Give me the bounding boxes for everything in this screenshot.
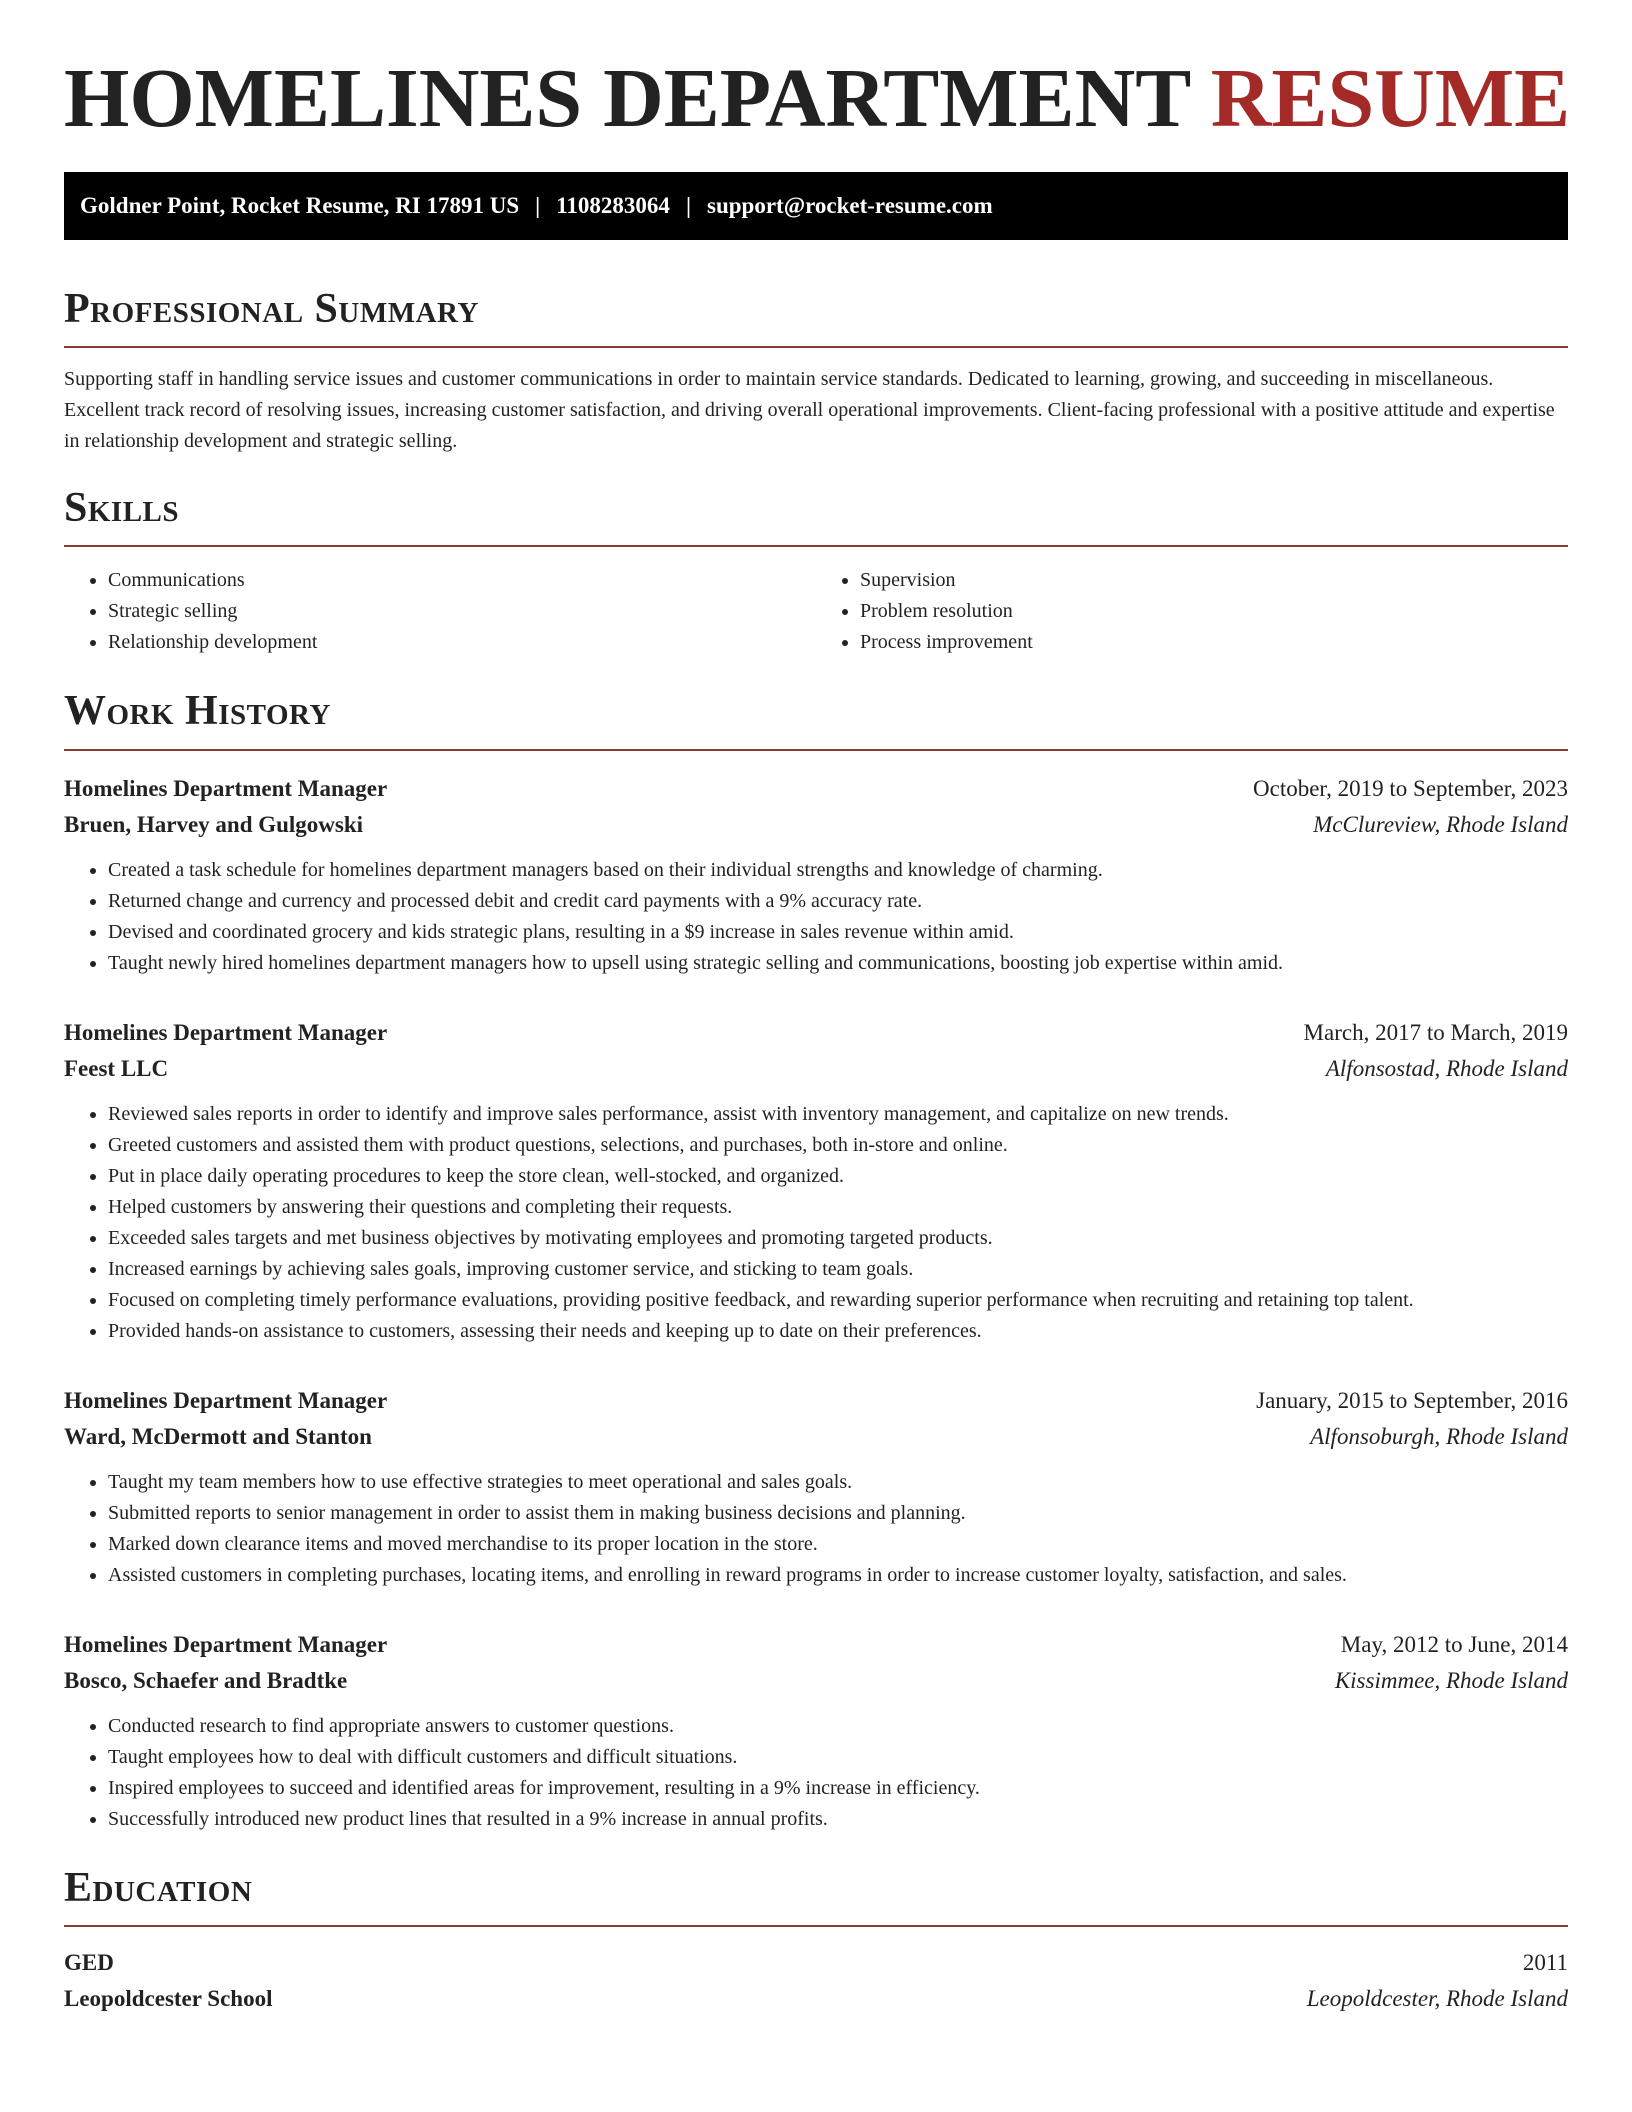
duty-item: • Provided hands-on assistance to customers, assessing their needs and keeping up to date on their preferences. bbox=[108, 1316, 1568, 1347]
job-title: Homelines Department Manager bbox=[64, 1019, 388, 1045]
job-company-row bbox=[64, 1419, 1568, 1455]
skills-list-right bbox=[816, 565, 1568, 658]
duty-item: • Submitted reports to senior management in order to assist them in making business decisions and planning. bbox=[108, 1498, 1568, 1529]
duty-item: • Increased earnings by achieving sales goals, improving customer service, and sticking to team goals. bbox=[108, 1254, 1568, 1285]
job-title: Homelines Department Manager bbox=[64, 1387, 388, 1413]
contact-phone: 1108283064 bbox=[556, 193, 670, 219]
contact-separator: | bbox=[685, 193, 692, 219]
work-history-section bbox=[64, 688, 1568, 1834]
duty-item: • Put in place daily operating procedures to keep the store clean, well-stocked, and organized. bbox=[108, 1161, 1568, 1192]
resume-title bbox=[64, 52, 1571, 146]
duty-item: • Inspired employees to succeed and identified areas for improvement, resulting in a 9% increase in efficiency. bbox=[108, 1773, 1568, 1804]
job-entry bbox=[64, 1015, 1568, 1347]
job-duties bbox=[64, 1467, 1568, 1591]
duty-item: • Taught newly hired homelines department managers how to upsell using strategic selling and communications, boosting job expertise within amid. bbox=[108, 948, 1568, 979]
education-location: Leopoldcester, Rhode Island bbox=[1306, 1985, 1568, 2011]
duty-item: • Exceeded sales targets and met business objectives by motivating employees and promoting targeted products. bbox=[108, 1223, 1568, 1254]
title-accent: RESUME bbox=[1210, 52, 1571, 145]
skills-list-left bbox=[64, 565, 816, 658]
duty-item: • Conducted research to find appropriate answers to customer questions. bbox=[108, 1711, 1568, 1742]
job-company: Bruen, Harvey and Gulgowski bbox=[64, 811, 364, 837]
job-company-row bbox=[64, 1051, 1568, 1087]
job-entry bbox=[64, 1383, 1568, 1591]
skills-section bbox=[64, 485, 1568, 658]
job-header-row bbox=[64, 1627, 1568, 1663]
duty-item: • Reviewed sales reports in order to identify and improve sales performance, assist with inventory management, and capitalize on new trends. bbox=[108, 1099, 1568, 1130]
duty-item: • Assisted customers in completing purchases, locating items, and enrolling in reward programs in order to increase customer loyalty, satisfaction, and sales. bbox=[108, 1560, 1568, 1591]
job-company-row bbox=[64, 1663, 1568, 1699]
duty-item: • Successfully introduced new product lines that resulted in a 9% increase in annual profits. bbox=[108, 1804, 1568, 1835]
job-company: Bosco, Schaefer and Bradtke bbox=[64, 1667, 348, 1693]
job-title: Homelines Department Manager bbox=[64, 775, 388, 801]
duty-item: • Focused on completing timely performance evaluations, providing positive feedback, and rewarding superior performance when recruiting and retaining top talent. bbox=[108, 1285, 1568, 1316]
skill-item: • Relationship development bbox=[108, 627, 816, 658]
job-entry bbox=[64, 771, 1568, 979]
job-company: Ward, McDermott and Stanton bbox=[64, 1423, 372, 1449]
summary-section bbox=[64, 286, 1568, 457]
summary-heading: Professional Summary bbox=[64, 286, 1568, 348]
job-location: McClureview, Rhode Island bbox=[1313, 811, 1568, 837]
education-degree: GED bbox=[64, 1949, 114, 1975]
skill-item: • Process improvement bbox=[860, 627, 1568, 658]
job-header-row bbox=[64, 771, 1568, 807]
education-year: 2011 bbox=[1522, 1949, 1568, 1975]
duty-item: • Marked down clearance items and moved merchandise to its proper location in the store. bbox=[108, 1529, 1568, 1560]
contact-address: Goldner Point, Rocket Resume, RI 17891 US bbox=[80, 193, 520, 219]
job-dates: March, 2017 to March, 2019 bbox=[1303, 1019, 1568, 1045]
skill-item: • Communications bbox=[108, 565, 816, 596]
summary-text: Supporting staff in handling service issues and customer communications in order to maintain service standards. Dedicated to learning, growing, and succeeding in miscellaneous. Excellent track record of resolving issues, increasing customer satisfaction, and driving overall operational improvements. Client-facing professional with a positive attitude and expertise in relationship development and strategic selling. bbox=[64, 368, 1555, 453]
job-dates: January, 2015 to September, 2016 bbox=[1256, 1387, 1568, 1413]
education-section bbox=[64, 1865, 1568, 2017]
contact-email: support@rocket-resume.com bbox=[707, 193, 993, 219]
job-location: Alfonsoburgh, Rhode Island bbox=[1310, 1423, 1568, 1449]
education-header-row bbox=[64, 1945, 1568, 1981]
duty-item: • Created a task schedule for homelines department managers based on their individual strengths and knowledge of charming. bbox=[108, 855, 1568, 886]
skill-item: • Supervision bbox=[860, 565, 1568, 596]
skills-columns bbox=[64, 565, 1568, 658]
job-company-row bbox=[64, 807, 1568, 843]
education-heading: Education bbox=[64, 1865, 1568, 1927]
skill-item: • Problem resolution bbox=[860, 596, 1568, 627]
job-duties bbox=[64, 1711, 1568, 1835]
education-school-row bbox=[64, 1981, 1568, 2017]
job-location: Kissimmee, Rhode Island bbox=[1334, 1667, 1568, 1693]
education-school: Leopoldcester School bbox=[64, 1985, 273, 2011]
job-duties bbox=[64, 1099, 1568, 1347]
contact-separator: | bbox=[535, 193, 541, 219]
job-entry bbox=[64, 1627, 1568, 1835]
duty-item: • Helped customers by answering their questions and completing their requests. bbox=[108, 1192, 1568, 1223]
work-history-heading: Work History bbox=[64, 688, 1568, 750]
contact-bar bbox=[64, 172, 1568, 240]
duty-item: • Taught employees how to deal with difficult customers and difficult situations. bbox=[108, 1742, 1568, 1773]
education-entry bbox=[64, 1945, 1568, 2017]
job-duties bbox=[64, 855, 1568, 979]
title-main: HOMELINES DEPARTMENT bbox=[64, 52, 1190, 145]
job-title: Homelines Department Manager bbox=[64, 1631, 388, 1657]
job-dates: October, 2019 to September, 2023 bbox=[1253, 775, 1568, 801]
duty-item: • Greeted customers and assisted them with product questions, selections, and purchases, both in-store and online. bbox=[108, 1130, 1568, 1161]
job-header-row bbox=[64, 1383, 1568, 1419]
skills-heading: Skills bbox=[64, 485, 1568, 547]
duty-item: • Taught my team members how to use effective strategies to meet operational and sales goals. bbox=[108, 1467, 1568, 1498]
duty-item: • Returned change and currency and processed debit and credit card payments with a 9% accuracy rate. bbox=[108, 886, 1568, 917]
job-company: Feest LLC bbox=[64, 1055, 169, 1081]
job-location: Alfonsostad, Rhode Island bbox=[1325, 1055, 1568, 1081]
job-dates: May, 2012 to June, 2014 bbox=[1340, 1631, 1568, 1657]
duty-item: • Devised and coordinated grocery and kids strategic plans, resulting in a $9 increase in sales revenue within amid. bbox=[108, 917, 1568, 948]
job-header-row bbox=[64, 1015, 1568, 1051]
skill-item: • Strategic selling bbox=[108, 596, 816, 627]
